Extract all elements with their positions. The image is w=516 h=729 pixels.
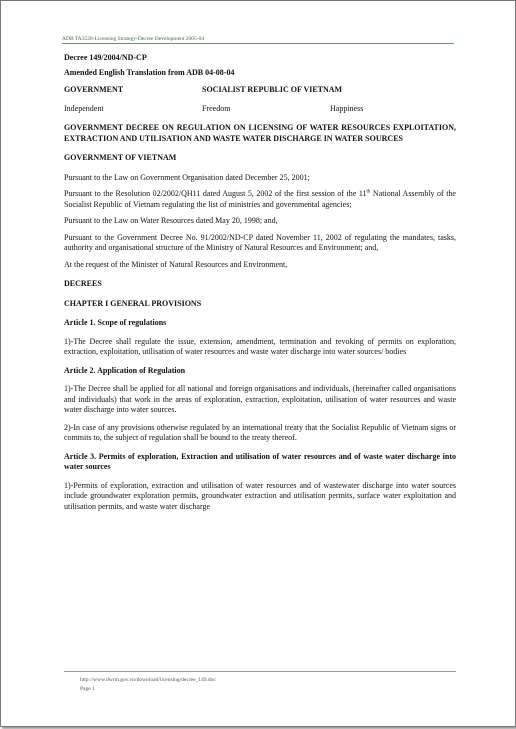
article-1-title: Article 1. Scope of regulations	[64, 318, 167, 327]
motto-independent: Independent	[64, 103, 104, 113]
pursuant-2-superscript: th	[366, 189, 371, 195]
pursuant-paragraph-4: Pursuant to the Government Decree No. 91/2002/ND-CP dated November 11, 2002 of regulating the mandates, tasks, authority and organisational structure of the Ministry of Natural Resources and Environment; and,	[64, 232, 456, 252]
header-row	[64, 85, 456, 96]
chapter-heading: CHAPTER I GENERAL PROVISIONS	[64, 298, 202, 308]
article-2-paragraph-1: 1)-The Decree shall be applied for all national and foreign organisations and individuals, (hereinafter called organisations and individuals) that work in the areas of exploration, extraction, exploitation, utilisation of water resources and waste water discharge into water sources.	[64, 384, 456, 414]
article-1-paragraph-1: 1)-The Decree shall regulate the issue, extension, amendment, termination and revoking of permits on exploration, extraction, exploitation, utilisation of water resources and waste water discharge into water sources/ bodies	[64, 336, 456, 356]
motto-freedom: Freedom	[202, 103, 231, 113]
pursuant-paragraph-2	[64, 189, 456, 210]
issuer-heading: GOVERNMENT OF VIETNAM	[64, 153, 177, 162]
footer-url: http://www.dwrm.gov.vn/download/licensing/decree_149.doc	[80, 677, 216, 683]
article-3-paragraph-1: 1)-Permits of exploration, extraction and utilisation of water resources and of wastewater discharge into water sources include groundwater exploration permits, groundwater extraction and utilisation permits, surface water exploitation and utilisation permits, and waste water discharge	[64, 480, 456, 511]
document-body	[64, 53, 456, 512]
article-2-paragraph-2: 2)-In case of any provisions otherwise regulated by an international treaty that the Socialist Republic of Vietnam signs or commits to, the subject of regulation shall be bound to the treaty thereof.	[64, 422, 456, 442]
republic-label: SOCIALIST REPUBLIC OF VIETNAM	[202, 85, 343, 94]
decree-number: Decree 149/2004/ND-CP	[64, 53, 147, 62]
footer-text	[80, 676, 456, 694]
pursuant-paragraph-1: Pursuant to the Law on Government Organisation dated December 25, 2001;	[64, 172, 310, 182]
page-footer	[64, 671, 456, 694]
request-paragraph: At the request of the Minister of Natural Resources and Environment,	[64, 259, 288, 269]
pursuant-2-text-b: National Assembly of the Socialist Republic of Vietnam regulating the list of ministries and governmental agencies;	[64, 189, 456, 209]
article-3-title: Article 3. Permits of exploration, Extraction and utilisation of water resources and of waste water discharge into water sources	[64, 451, 456, 471]
pursuant-paragraph-3: Pursuant to the Law on Water Resources dated May 20, 1998; and,	[64, 216, 278, 225]
motto-row	[64, 104, 456, 115]
government-label: GOVERNMENT	[64, 85, 124, 94]
translation-note: Amended English Translation from ADB 04-08-04	[64, 67, 235, 77]
decrees-heading: DECREES	[64, 279, 102, 288]
running-header: ADB TA3528-Licensing Strategy-Decree Development 2005-04	[62, 36, 454, 44]
pursuant-2-text-a: Pursuant to the Resolution 02/2002/QH11 dated August 5, 2002 of the first session of the 11	[64, 189, 367, 198]
decree-title: GOVERNMENT DECREE ON REGULATION ON LICENSING OF WATER RESOURCES EXPLOITATION, EXTRACTION AND UTILISATION AND WASTE WATER DISCHARGE IN WATER SOURCES	[64, 123, 456, 143]
motto-happiness: Happiness	[330, 103, 364, 113]
page-number: Page 1	[80, 686, 95, 692]
article-2-title: Article 2. Application of Regulation	[64, 365, 186, 375]
